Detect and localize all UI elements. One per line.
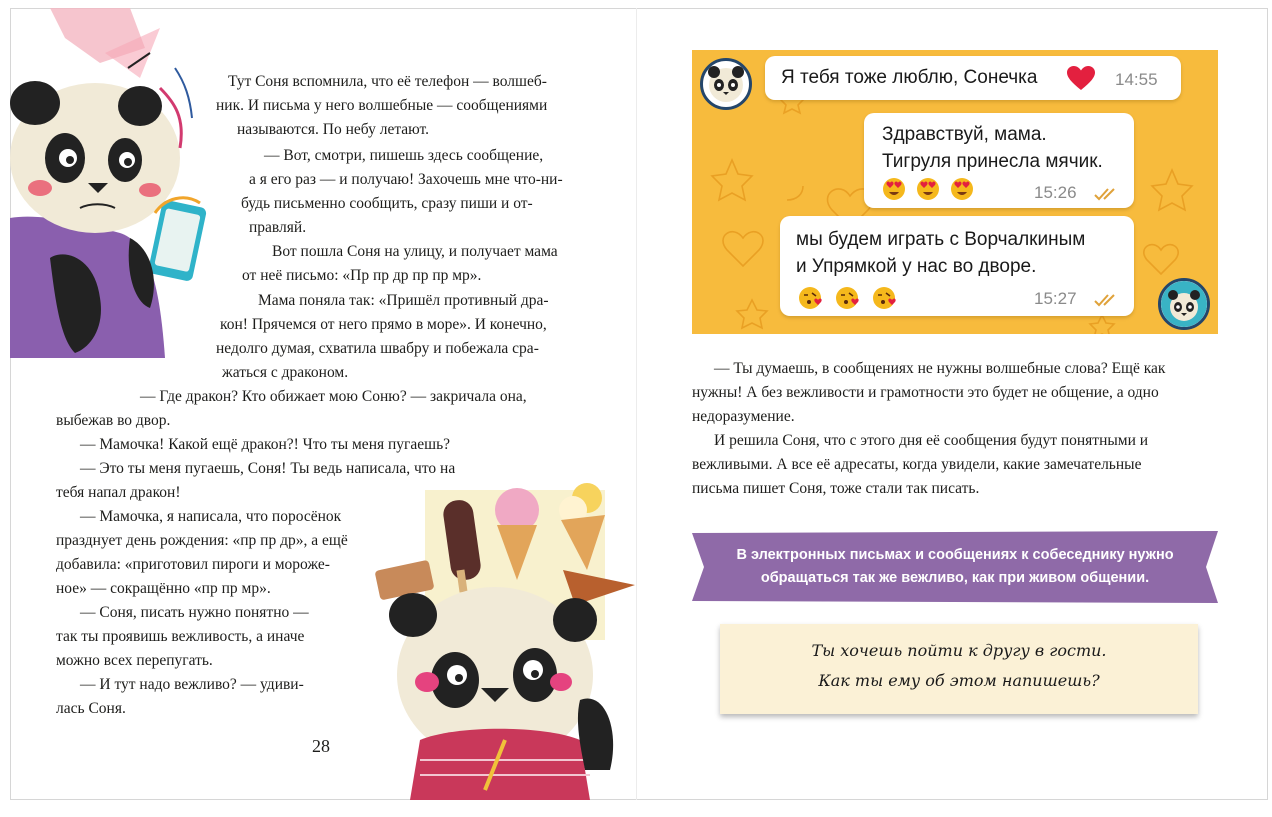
right-text-line: — Ты думаешь, в сообщениях не нужны волшебные слова? Ещё как [714,360,1166,377]
left-text-line: можно всех перепугать. [56,652,213,669]
double-check-icon [1094,293,1120,307]
left-text-line: — Это ты меня пугаешь, Соня! Ты ведь написала, что на [80,460,456,477]
left-text-line: будь письменно сообщить, сразу пиши и от- [241,195,533,212]
heart-eyes-emoji-icon [882,177,978,201]
left-text-line: жаться с драконом. [222,364,349,381]
left-text-line: ное» — сокращённо «пр пр мр». [56,580,271,597]
question-line: Ты хочешь пойти к другу в гости. [811,641,1107,660]
question-line: Как ты ему об этом напишешь? [818,671,1100,690]
user-avatar[interactable] [1158,278,1210,330]
tip-banner [692,531,1218,603]
left-text-line: — Где дракон? Кто обижает мою Соню? — закричала она, [140,388,527,405]
left-text-line: кон! Прячемся от него прямо в море». И конечно, [220,316,547,333]
panda-face-icon [703,61,749,107]
message-time: 15:26 [1034,183,1077,202]
left-text-line: ник. И письма у него волшебные — сообщениями [216,97,548,114]
right-text-line: недоразумение. [692,408,795,425]
contact-avatar[interactable] [700,58,752,110]
left-text-line: правляй. [249,219,307,236]
tip-text [692,544,1218,590]
message-text: Тигруля принесла мячик. [882,151,1103,172]
left-text-line: а я его раз — и получаю! Захочешь мне что-ни- [249,171,563,188]
left-text-line: Вот пошла Соня на улицу, и получает мама [272,243,558,260]
left-text-line: — Соня, писать нужно понятно — [80,604,309,621]
question-card [720,624,1198,714]
message-time: 15:27 [1034,289,1077,308]
message-bubble-outgoing[interactable] [864,113,1134,208]
left-text-line: добавила: «приготовил пироги и мороже- [56,556,330,573]
left-text-line: от неё письмо: «Пр пр др пр пр мр». [242,267,482,284]
heart-icon [1067,66,1095,92]
message-text: и Упрямкой у нас во дворе. [796,256,1037,277]
message-text: Здравствуй, мама. [882,124,1047,145]
left-text-line: называются. По небу летают. [237,121,430,138]
double-check-icon [1094,187,1120,201]
chat-screenshot [692,50,1218,334]
message-text: мы будем играть с Ворчалкиным [796,229,1086,250]
left-text-line: лась Соня. [56,700,126,717]
right-text-line: письма пишет Соня, тоже стали так писать. [692,480,980,497]
left-text-line: — Мамочка, я написала, что поросёнок [80,508,342,525]
left-text-line: — Вот, смотри, пишешь здесь сообщение, [264,147,544,164]
tip-line: В электронных письмах и сообщениях к собеседнику нужно [736,547,1174,563]
left-text-line: тебя напал дракон! [56,484,181,501]
panda-with-ice-cream-illustration [365,470,640,800]
left-text-line: — И тут надо вежливо? — удиви- [80,676,304,693]
left-text-line: — Мамочка! Какой ещё дракон?! Что ты меня пугаешь? [80,436,451,453]
left-text-line: Тут Соня вспомнила, что её телефон — волшеб- [228,73,547,90]
left-text-line: так ты проявишь вежливость, а иначе [56,628,305,645]
message-bubble-outgoing[interactable] [780,216,1134,316]
left-text-line: Мама поняла так: «Пришёл противный дра- [258,292,549,309]
left-text-line: недолго думая, схватила швабру и побежала сра- [216,340,539,357]
right-text-line: И решила Соня, что с этого дня её сообщения будут понятными и [714,432,1149,449]
tip-line: обращаться так же вежливо, как при живом общении. [760,570,1150,586]
page-number: 28 [312,736,330,756]
message-time: 14:55 [1115,70,1158,89]
panda-face-icon [1161,281,1207,327]
right-text-line: нужны! А без вежливости и грамотности это будет не общение, а одно [692,384,1159,401]
message-bubble-incoming[interactable] [765,56,1181,100]
left-text-line: празднует день рождения: «пр пр др», а ещё [56,532,348,549]
left-text-line: выбежав во двор. [56,412,171,429]
message-text: Я тебя тоже люблю, Сонечка [781,67,1038,88]
kissing-heart-emoji-icon [798,286,908,310]
panda-with-phone-illustration [10,8,225,358]
right-text-line: вежливыми. А все её адресаты, когда увидели, какие замечательные [692,456,1142,473]
